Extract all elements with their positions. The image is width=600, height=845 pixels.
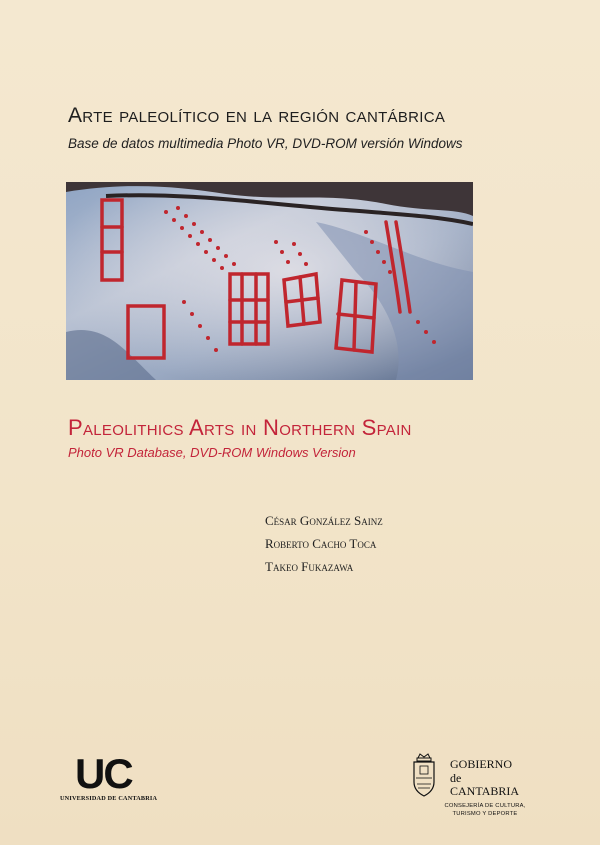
gobierno-de-cantabria-logo <box>410 752 560 822</box>
uc-logo-mark: UC <box>75 750 132 797</box>
gobierno-name <box>450 758 519 799</box>
gobierno-dept-line-1: CONSEJERÍA DE CULTURA, <box>444 803 526 809</box>
cave-painting-photo <box>66 182 473 380</box>
author-list <box>265 509 383 578</box>
spanish-subtitle: Base de datos multimedia Photo VR, DVD-ROM versión Windows <box>68 136 463 151</box>
author-name: Takeo Fukazawa <box>265 559 354 574</box>
gobierno-dept-line-2: TURISMO Y DEPORTE <box>452 811 518 817</box>
universidad-de-cantabria-logo <box>60 750 160 802</box>
uc-logo-caption: UNIVERSIDAD DE CANTABRIA <box>60 795 158 802</box>
author-name: Roberto Cacho Toca <box>265 536 377 551</box>
author-name: César González Sainz <box>265 513 383 528</box>
english-title: Paleolithics Arts in Northern Spain <box>68 415 412 440</box>
spanish-title: Arte paleolítico en la región cantábrica <box>68 104 446 127</box>
gobierno-line-1: GOBIERNO <box>450 757 512 771</box>
coat-of-arms-icon <box>410 752 438 798</box>
gobierno-line-2: de <box>450 770 462 785</box>
gobierno-department <box>410 802 560 818</box>
english-subtitle: Photo VR Database, DVD-ROM Windows Version <box>68 445 356 460</box>
cave-painting-image <box>66 182 473 380</box>
gobierno-line-3: CANTABRIA <box>450 784 520 798</box>
